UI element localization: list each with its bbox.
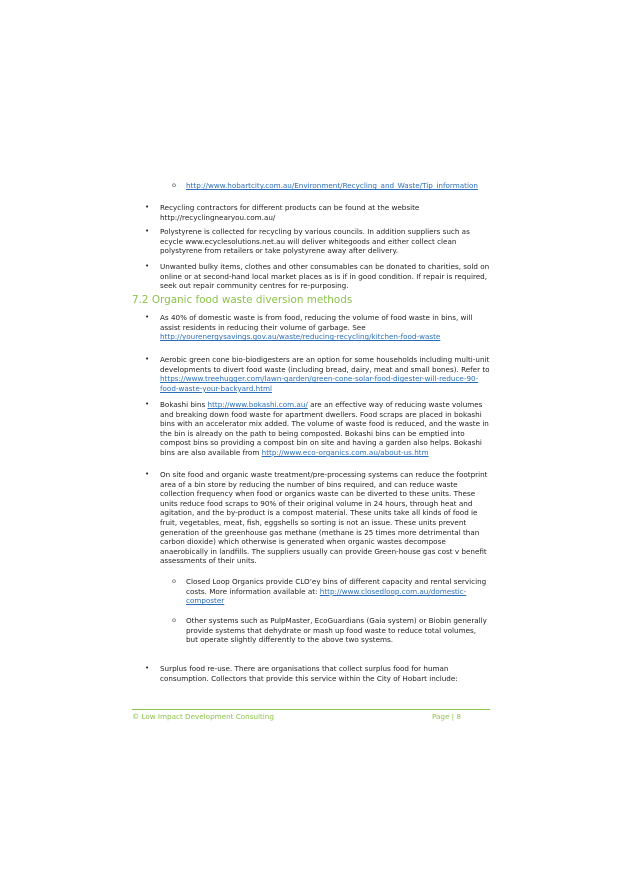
bokashi-paragraph	[160, 400, 490, 458]
closed-loop-text: Closed Loop Organics provide CLO’ey bins of different capacity and rental servicing costs. More information available at:	[186, 577, 487, 596]
kitchen-food-waste-link[interactable]: http://yourenergysavings.gov.au/waste/reducing-recycling/kitchen-food-waste	[160, 332, 441, 342]
treehugger-link[interactable]: https://www.treehugger.com/lawn-garden/green-cone-solar-food-digester-will-reduce-90-food-waste-your-backyard.html	[160, 374, 479, 393]
page-number: Page | 8	[432, 712, 461, 721]
bokashi-pre-text: Bokashi bins	[160, 400, 206, 409]
onsite-treatment-text: On site food and organic waste treatment/pre-processing systems can reduce the footprint area of a bin store by reducing the number of bins required, and can reduce waste collection frequency when food or organics waste can be diverted to these units. These units reduce food scraps to 90% of their original volume in 24 hours, through heat and agitation, and the by-product is a compost material. These units take all kinds of food ie fruit, vegetables, meat, fish, eggshells so sorting is not an issue. These units prevent generation of the greenhouse gas methane (methane is 25 times more detrimental than carbon dioxide) which otherwise is generated when organic wastes decompose anaerobically in landfills. The suppliers usually can provide Green-house gas cost v benefit assessments of their units.	[160, 470, 488, 566]
surplus-food-text: Surplus food re-use. There are organisations that collect surplus food for human consumption. Collectors that provide this service within the City of Hobart include:	[160, 664, 458, 683]
sub-bullet-marker: o	[172, 181, 176, 189]
bullet-marker: •	[145, 470, 150, 478]
recycling-contractors-text: Recycling contractors for different products can be found at the website http://recyclingnearyou.com.au/	[160, 203, 420, 222]
bulky-items-text: Unwanted bulky items, clothes and other consumables can be donated to charities, sold on online or at second-hand local market places as is if in good condition. If repair is required, seek out repair community centres for re-purposing.	[160, 262, 490, 291]
bullet-marker: •	[145, 227, 150, 235]
closed-loop-paragraph	[186, 577, 490, 606]
green-cone-text: Aerobic green cone bio-biodigesters are an option for some households including multi-unit developments to divert food waste (including bread, dairy, meat and small bones). Refer to	[160, 355, 490, 374]
other-systems-text: Other systems such as PulpMaster, EcoGuardians (Gaia system) or Biobin generally provide systems that dehydrate or mash up food waste to reduce total volumes, but operate slightly differently to the above two systems.	[186, 616, 487, 645]
bullet-marker: •	[145, 313, 150, 321]
bullet-marker: •	[145, 664, 150, 672]
sub-bullet-marker: o	[172, 616, 176, 624]
green-cone-paragraph	[160, 355, 490, 393]
food-waste-paragraph	[160, 313, 490, 342]
bokashi-text: are an effective way of reducing waste volumes and breaking down food waste for apartment dwellers. Food scraps are placed in bokashi bins with an accelerator mix added. The volume of waste food is reduced, and the waste in the bin is already on the path to being composted. Bokashi bins can be emptied into compost bins so providing a compost bin on site and having a garden also helps. Bokashi bins are also available from	[160, 400, 489, 457]
food-waste-text: As 40% of domestic waste is from food, reducing the volume of food waste in bins, will assist residents in reducing their volume of garbage. See	[160, 313, 473, 332]
section-heading: 7.2 Organic food waste diversion methods	[132, 294, 353, 306]
bullet-marker: •	[145, 355, 150, 363]
sub-bullet-marker: o	[172, 577, 176, 585]
bullet-marker: •	[145, 400, 150, 408]
footer-copyright: © Low Impact Development Consulting	[132, 712, 274, 721]
bokashi-link[interactable]: http://www.bokashi.com.au/	[207, 400, 308, 409]
eco-organics-link[interactable]: http://www.eco-organics.com.au/about-us.htm	[261, 447, 429, 457]
bullet-marker: •	[145, 262, 150, 270]
polystyrene-text: Polystyrene is collected for recycling by various councils. In addition suppliers such as ecycle www.ecyclesolutions.net.au will deliver whitegoods and either collect clean polystyrene from retailers or take polystyrene away after delivery.	[160, 227, 470, 256]
footer-divider	[132, 709, 490, 710]
bullet-marker: •	[145, 203, 150, 211]
hobart-tip-link[interactable]: http://www.hobartcity.com.au/Environment/Recycling_and_Waste/Tip_information	[186, 181, 478, 190]
closed-loop-link[interactable]: http://www.closedloop.com.au/domestic-composter	[186, 586, 467, 606]
